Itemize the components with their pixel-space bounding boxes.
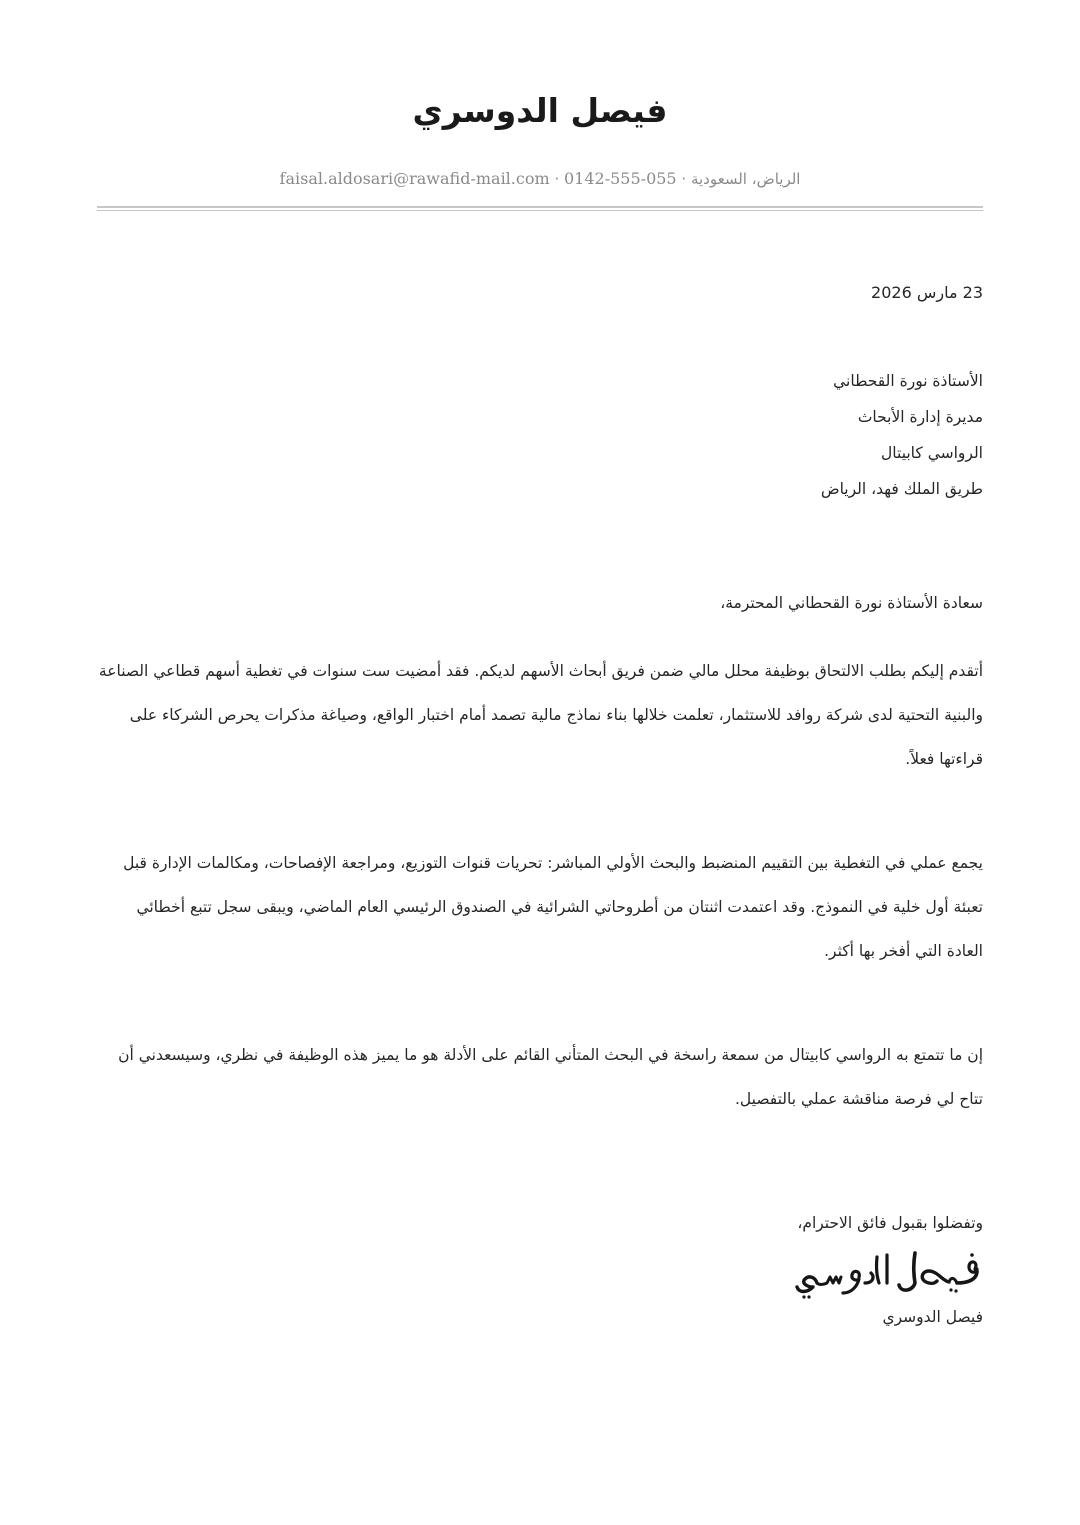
body-paragraph: أتقدم إليكم بطلب الالتحاق بوظيفة محلل مالي ضمن فريق أبحاث الأسهم لديكم. فقد أمضيت ست سنوات في تغطية أسهم قطاعي الصناعة والبنية التحتية لدى شركة روافد للاستثمار، تعلمت خلالها بناء نماذج مالية تصمد أمام اختبار الواقع، وصياغة مذكرات يحرص الشركاء على قراءتها فعلاً. (98, 662, 983, 768)
contact-line (97, 168, 983, 190)
recipient-address: طريق الملك فهد، الرياض (820, 480, 983, 498)
letterhead (97, 0, 983, 211)
closing-line: وتفضلوا بقبول فائق الاحترام، (797, 1214, 983, 1232)
contact-separator: · (681, 170, 687, 188)
handwritten-signature (97, 1247, 983, 1303)
recipient-name: الأستاذة نورة القحطاني (833, 372, 983, 390)
sender-phone: 0142-555-055 (564, 169, 677, 188)
contact-separator: · (554, 170, 560, 188)
recipient-block (97, 363, 983, 507)
recipient-company: الرواسي كابيتال (881, 444, 983, 462)
body-paragraph: إن ما تتمتع به الرواسي كابيتال من سمعة راسخة في البحث المتأني القائم على الأدلة هو ما يميز هذه الوظيفة في نظري، وسيسعدني أن تتاح لي فرصة مناقشة عملي بالتفصيل. (118, 1046, 983, 1108)
signature-image (793, 1247, 983, 1303)
sender-location: الرياض، السعودية (690, 170, 801, 188)
recipient-title: مديرة إدارة الأبحاث (857, 408, 983, 426)
letter-body (97, 281, 983, 1329)
signature-name: فيصل الدوسري (882, 1308, 983, 1326)
letter-date: 23 مارس 2026 (871, 283, 983, 302)
body-paragraph: يجمع عملي في التغطية بين التقييم المنضبط والبحث الأولي المباشر: تحريات قنوات التوزيع، ومراجعة الإفصاحات، ومكالمات الإدارة قبل تعبئة أول خلية في النموذج. وقد اعتمدت اثنتان من أطروحاتي الشرائية في الصندوق الرئيسي العام الماضي، ويبقى سجل تتبع أخطائي العادة التي أفخر بها أكثر. (123, 854, 983, 960)
salutation: سعادة الأستاذة نورة القحطاني المحترمة، (720, 594, 983, 612)
sender-name: فيصل الدوسري (412, 91, 668, 130)
sender-email: faisal.aldosari@rawafid-mail.com (279, 169, 550, 188)
header-divider (97, 206, 983, 211)
